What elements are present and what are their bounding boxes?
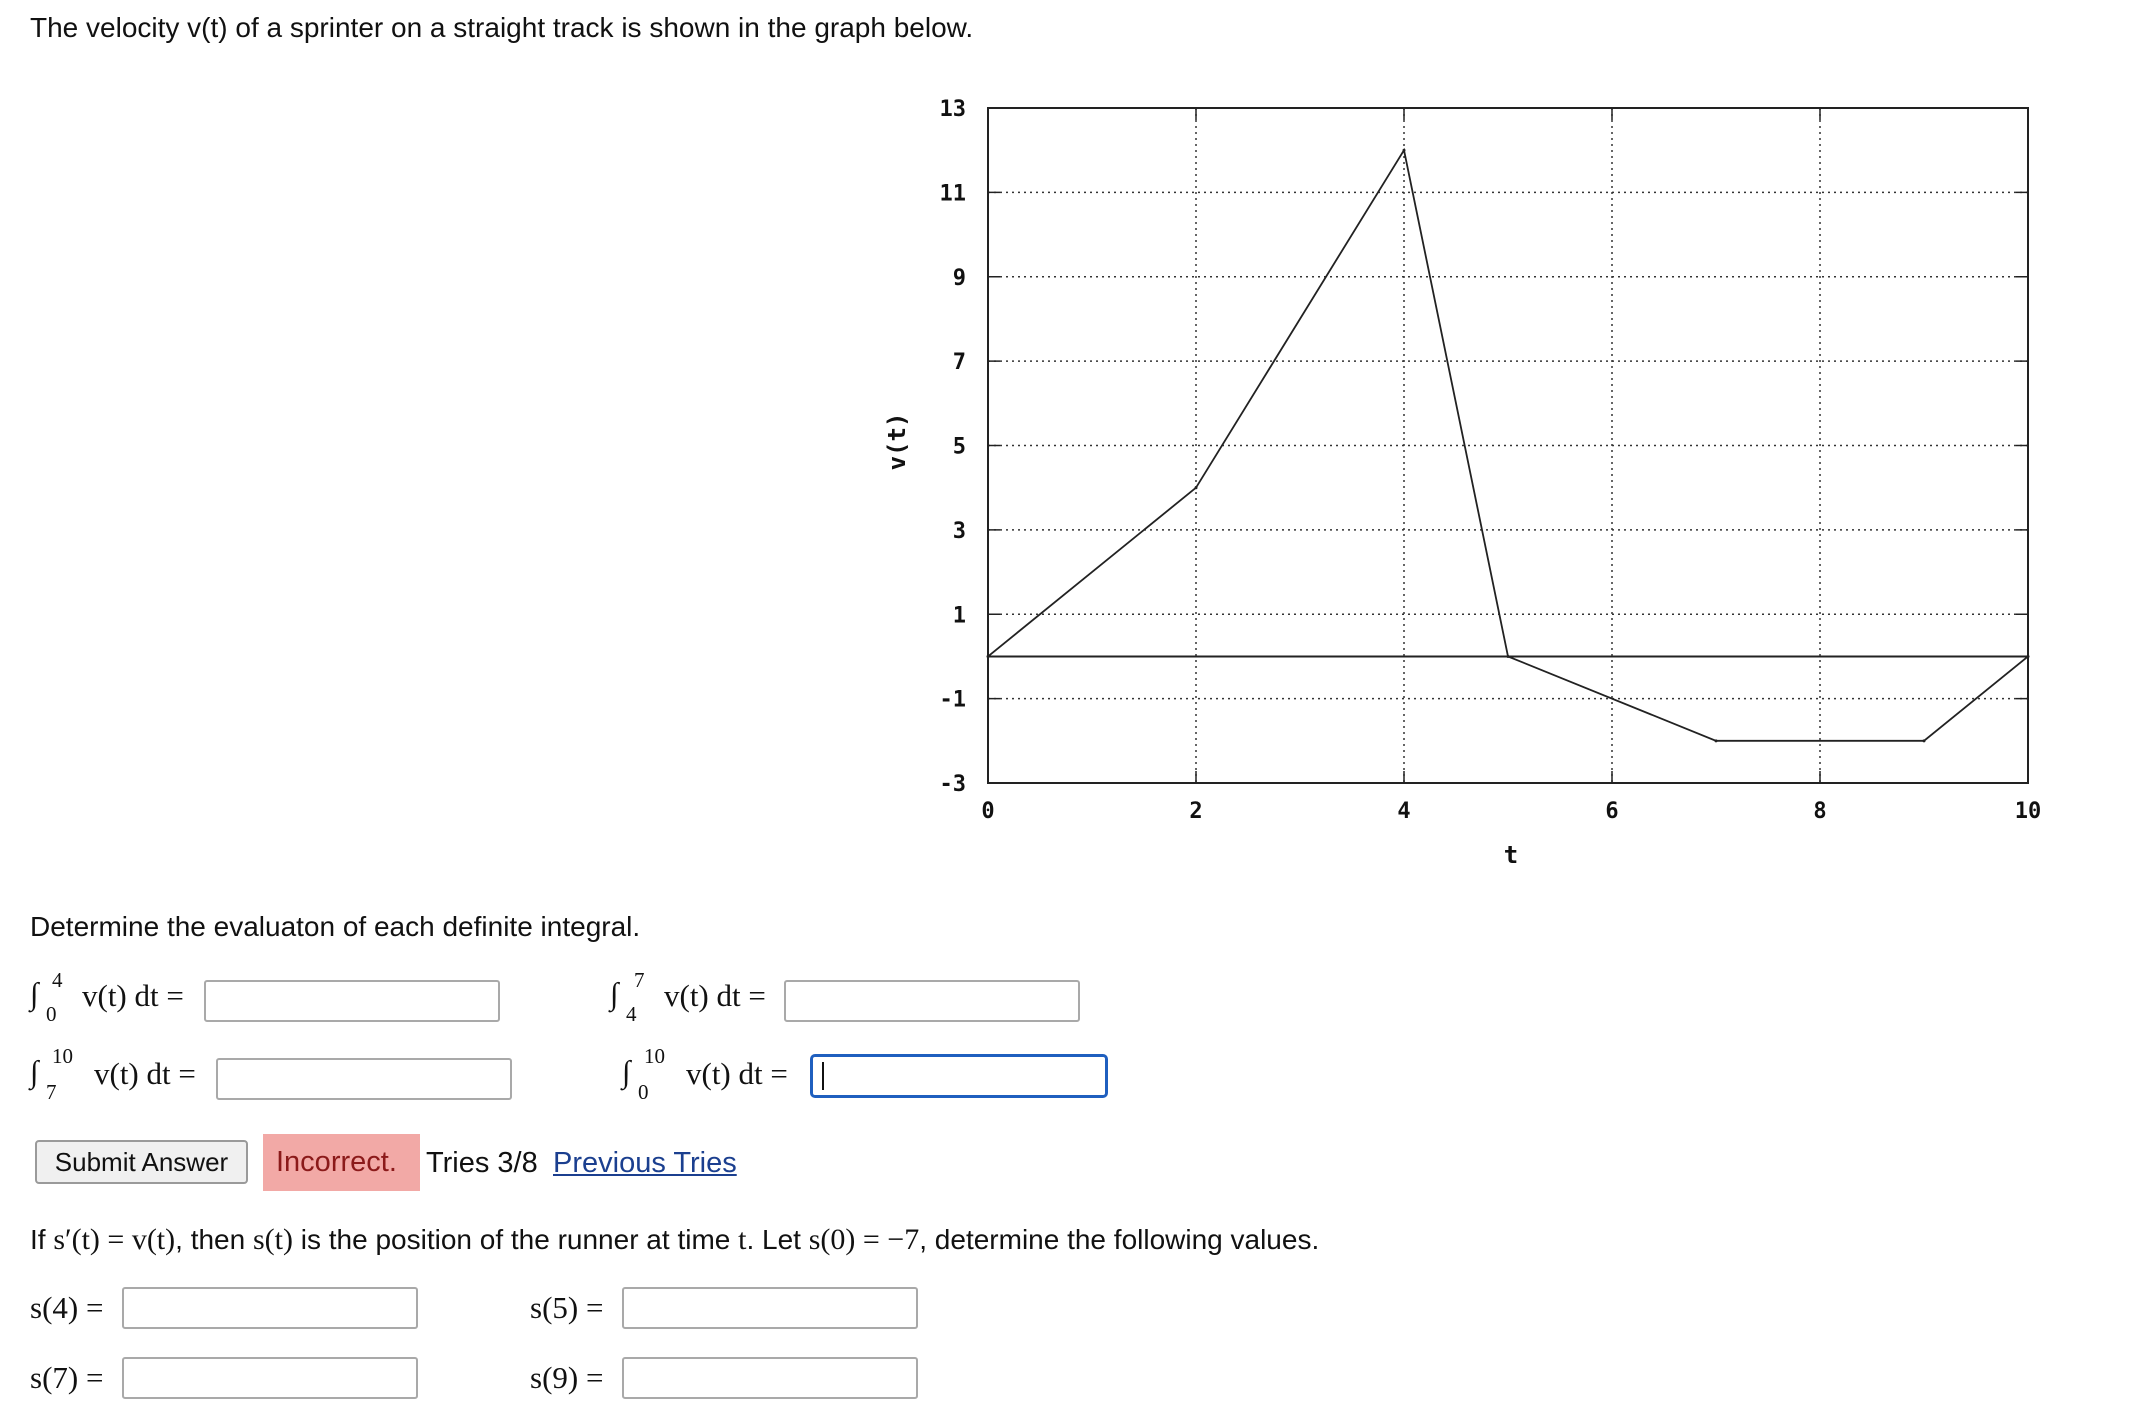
s7-input[interactable] (122, 1357, 418, 1399)
x-tick-label: 4 (1397, 799, 1411, 824)
position-instructions: If s′(t) = v(t), then s(t) is the position of the runner at time t. Let s(0) = −7, determine the following values. (30, 1223, 1320, 1256)
velocity-data-point (2027, 655, 2030, 658)
text-caret (822, 1062, 824, 1090)
s9-label: s(9) = (530, 1360, 604, 1395)
velocity-data-point (1195, 486, 1198, 489)
y-tick-label: 13 (939, 97, 966, 122)
y-tick-label: -3 (939, 772, 966, 797)
integral-4-7-input[interactable] (784, 980, 1080, 1022)
s5-label: s(5) = (530, 1290, 604, 1325)
integral-sign: ∫ (622, 1054, 631, 1089)
integrand-text: v(t) dt = (686, 1056, 788, 1091)
y-tick-label: 3 (952, 518, 966, 544)
upper-limit: 4 (52, 968, 63, 992)
status-badge (263, 1134, 420, 1191)
integral-0-4-label (30, 968, 210, 1028)
integral-sign: ∫ (610, 976, 619, 1011)
integrals-heading: Determine the evaluaton of each definite integral. (30, 911, 641, 942)
y-tick-label: 5 (952, 434, 966, 460)
integral-sign: ∫ (30, 976, 39, 1011)
lower-limit: 0 (46, 1002, 57, 1026)
x-tick-label: 2 (1189, 799, 1203, 824)
submit-answer-button[interactable]: Submit Answer (35, 1140, 248, 1184)
s4-input[interactable] (122, 1287, 418, 1329)
integrand-text: v(t) dt = (82, 978, 184, 1013)
velocity-data-point (1715, 739, 1718, 742)
upper-limit: 7 (634, 968, 645, 992)
velocity-data-point (1403, 149, 1406, 152)
y-tick-label: 9 (952, 265, 966, 291)
problem-intro: The velocity v(t) of a sprinter on a straight track is shown in the graph below. (30, 12, 974, 43)
lower-limit: 4 (626, 1002, 637, 1026)
s5-input[interactable] (622, 1287, 918, 1329)
integral-0-4-input[interactable] (204, 980, 500, 1022)
lower-limit: 7 (46, 1080, 57, 1104)
y-tick-label: 11 (939, 181, 966, 207)
lower-limit: 0 (638, 1080, 649, 1104)
x-tick-label: 8 (1813, 799, 1827, 824)
velocity-data-point (1923, 739, 1926, 742)
x-axis-label: t (1503, 841, 1519, 869)
previous-tries-link[interactable]: Previous Tries (553, 1147, 737, 1179)
integral-7-10-input[interactable] (216, 1058, 512, 1100)
integral-4-7-label (610, 968, 790, 1028)
tries-counter: Tries 3/8 (426, 1147, 538, 1179)
y-axis-label: v(t) (883, 412, 911, 471)
y-tick-label: 7 (952, 350, 966, 376)
integrand-text: v(t) dt = (94, 1056, 196, 1091)
velocity-data-point (1507, 655, 1510, 658)
x-tick-label: 10 (2014, 799, 2042, 824)
y-tick-label: 1 (952, 603, 966, 629)
x-tick-label: 0 (981, 799, 995, 824)
integral-7-10-label (30, 1044, 220, 1104)
y-tick-label: -1 (939, 687, 966, 713)
integrand-text: v(t) dt = (664, 978, 766, 1013)
integral-sign: ∫ (30, 1054, 39, 1089)
integral-0-10-input[interactable] (810, 1054, 1108, 1098)
s4-label: s(4) = (30, 1290, 104, 1325)
x-tick-label: 6 (1605, 799, 1619, 824)
upper-limit: 10 (644, 1044, 665, 1068)
velocity-data-point (987, 655, 990, 658)
integral-0-10-label (622, 1044, 812, 1104)
upper-limit: 10 (52, 1044, 73, 1068)
s7-label: s(7) = (30, 1360, 104, 1395)
s9-input[interactable] (622, 1357, 918, 1399)
status-text: Incorrect. (276, 1146, 397, 1178)
